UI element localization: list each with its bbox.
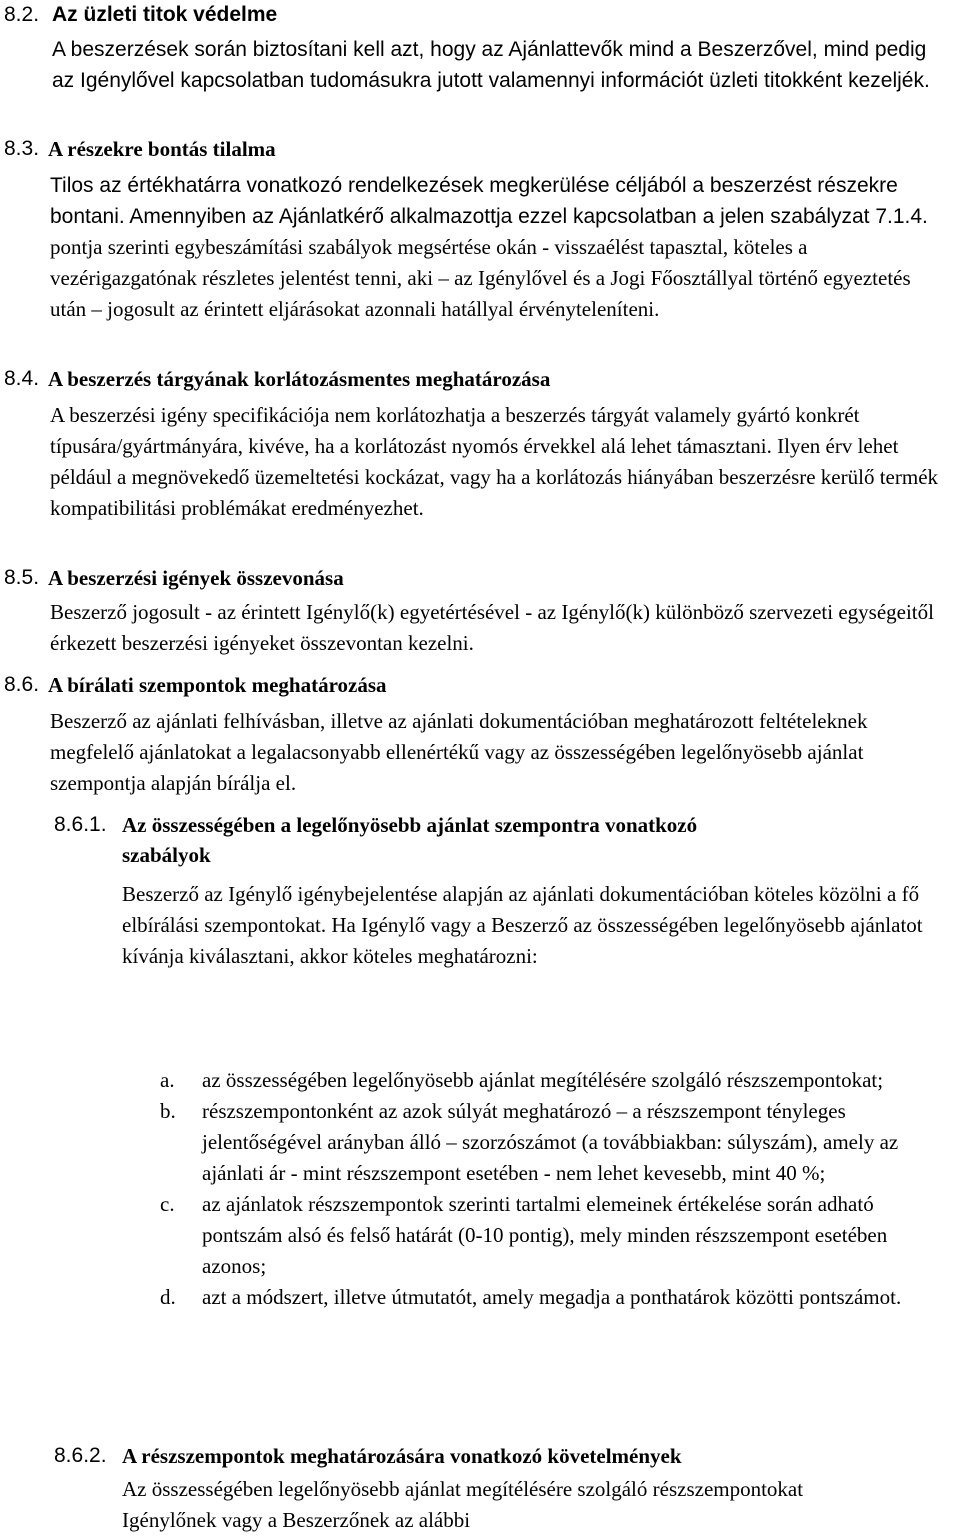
section-title-line: szabályok bbox=[122, 843, 211, 867]
list-item-text: részszempontonként az azok súlyát meghatározó – a részszempont tényleges jelentőségével arányban álló – szorzószámot (a továbbiakban: súlyszám), amely az ajánlati ár - mint részszempont esetében - nem lehet kevesebb, mint 40 %; bbox=[202, 1099, 899, 1185]
section-title: A beszerzési igények összevonása bbox=[48, 566, 344, 590]
section-number: 8.6.1. bbox=[54, 813, 107, 836]
list-item-text: azt a módszert, illetve útmutatót, amely megadja a ponthatárok közötti pontszámot. bbox=[202, 1285, 902, 1309]
section-number: 8.3. bbox=[4, 137, 40, 160]
section-title: Az üzleti titok védelme bbox=[52, 3, 278, 26]
section-8-6-2 bbox=[0, 1441, 960, 1532]
section-heading bbox=[0, 364, 960, 394]
section-title: A beszerzés tárgyának korlátozásmentes meghatározása bbox=[48, 367, 551, 391]
section-text: A beszerzési igény specifikációja nem korlátozhatja a beszerzés tárgyát valamely gyártó konkrét típusára/gyártmányára, kivéve, ha a korlátozást nyomós érvekkel alá lehet támasztani. Ilyen érv lehet például a megnövekedő üzemeltetési kockázat, vagy ha a korlátozás hiányában beszerzésre kerülő termék kompatibilitási problémákat eredményezhet. bbox=[50, 403, 939, 520]
list-item-text: az ajánlatok részszempontok szerinti tartalmi elemeinek értékelése során adható pontszám alsó és felső határát (0-10 pontig), mely minden részszempont esetében azonos; bbox=[202, 1192, 888, 1278]
section-8-3 bbox=[0, 134, 960, 321]
section-heading bbox=[0, 670, 960, 700]
section-8-5 bbox=[0, 563, 960, 655]
section-8-6 bbox=[0, 670, 960, 795]
section-text bbox=[50, 170, 950, 325]
section-number: 8.6. bbox=[4, 673, 40, 696]
section-number: 8.2. bbox=[4, 3, 40, 26]
section-text: Az összességében legelőnyösebb ajánlat megítélésére szolgáló részszempontokat Igénylőnek vagy a Beszerzőnek az alábbi bbox=[122, 1477, 804, 1532]
section-text: Beszerző az ajánlati felhívásban, illetve az ajánlati dokumentációban meghatározott feltételeknek megfelelő ajánlatokat a legalacsonyabb ellenértékű vagy az összességében legelőnyösebb ajánlat szempontja alapján bírálja el. bbox=[50, 709, 868, 795]
list-marker: a. bbox=[160, 1068, 175, 1092]
list-item bbox=[160, 1096, 960, 1189]
section-8-6-1 bbox=[0, 810, 960, 968]
list-marker: b. bbox=[160, 1099, 176, 1123]
section-8-2 bbox=[0, 0, 960, 92]
section-text: Beszerző jogosult - az érintett Igénylő(k) egyetértésével - az Igénylő(k) különböző szervezeti egységeitől érkezett beszerzési igényeket összevontan kezelni. bbox=[50, 600, 934, 655]
list-marker: c. bbox=[160, 1192, 175, 1216]
section-heading bbox=[0, 1441, 960, 1471]
section-title bbox=[122, 810, 697, 870]
section-text: A beszerzések során biztosítani kell azt, hogy az Ajánlattevők mind a Beszerzővel, mind pedig az Igénylővel kapcsolatban tudomásukra jutott valamennyi információt üzleti titokként kezeljék. bbox=[52, 38, 930, 92]
list-item bbox=[160, 1189, 960, 1282]
section-text: Beszerző az Igénylő igénybejelentése alapján az ajánlati dokumentációban köteles közölni a fő elbírálási szempontokat. Ha Igénylő vagy a Beszerző az összességében legelőnyösebb ajánlatot kívánja kiválasztani, akkor köteles meghatározni: bbox=[122, 882, 923, 968]
section-number: 8.6.2. bbox=[54, 1444, 107, 1467]
section-heading bbox=[0, 810, 960, 870]
section-heading bbox=[0, 0, 960, 30]
list-item bbox=[160, 1282, 960, 1313]
section-text-part: pontja szerinti egybeszámítási szabályok megsértése okán - visszaélést tapasztal, köteles a vezérigazgatónak részletes jelentést tenni, aki – az Igénylővel és a Jogi Főosztállyal történő egyeztetés után – jogosult az érintett eljárásokat azonnali hatállyal érvényteleníteni. bbox=[50, 235, 911, 321]
list-marker: d. bbox=[160, 1285, 176, 1309]
list-item bbox=[160, 1065, 960, 1096]
section-text-part: Tilos az értékhatárra vonatkozó rendelkezések megkerülése céljából a beszerzést részekre bontani. Amennyiben az Ajánlatkérő alkalmazottja ezzel kapcsolatban a jelen szabályzat 7.1.4. bbox=[50, 174, 928, 228]
section-heading bbox=[0, 134, 960, 164]
section-title: A bírálati szempontok meghatározása bbox=[48, 673, 387, 697]
list-item-text: az összességében legelőnyösebb ajánlat megítélésére szolgáló részszempontokat; bbox=[202, 1068, 884, 1092]
criteria-list bbox=[160, 1065, 960, 1313]
section-title: A részekre bontás tilalma bbox=[48, 137, 276, 161]
section-title-line: Az összességében a legelőnyösebb ajánlat szempontra vonatkozó bbox=[122, 813, 698, 837]
section-8-4 bbox=[0, 364, 960, 520]
section-title: A részszempontok meghatározására vonatkozó követelmények bbox=[122, 1444, 682, 1468]
section-heading bbox=[0, 563, 960, 593]
section-number: 8.5. bbox=[4, 566, 40, 589]
section-number: 8.4. bbox=[4, 367, 40, 390]
